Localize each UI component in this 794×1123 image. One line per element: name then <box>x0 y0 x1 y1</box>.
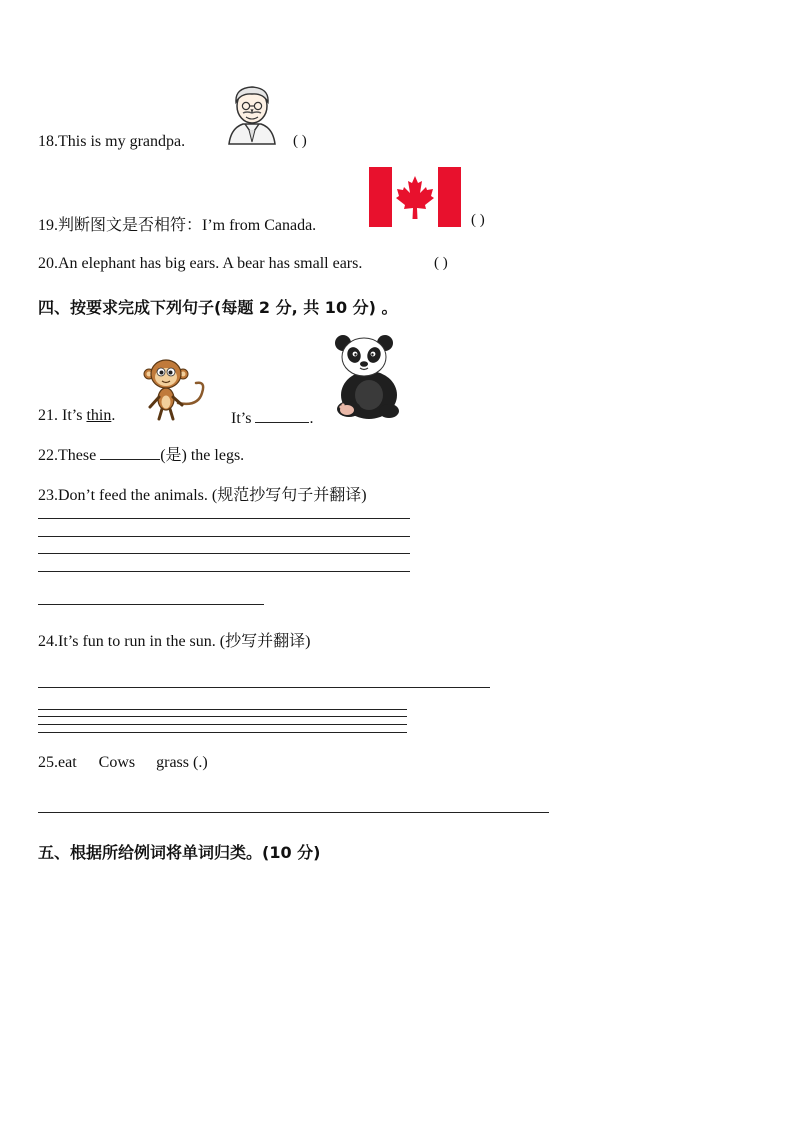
scrambled-word: grass (.) <box>156 754 208 771</box>
grandpa-portrait-icon <box>223 82 281 146</box>
question-25: 25.eat Cows grass (.) <box>38 754 208 771</box>
writing-line[interactable] <box>38 709 407 710</box>
writing-line[interactable] <box>38 724 407 725</box>
question-22: 22.These (是) the legs. <box>38 442 244 465</box>
canada-flag-icon <box>369 167 461 227</box>
writing-line[interactable] <box>38 536 410 537</box>
question-19 <box>38 212 316 235</box>
writing-line[interactable] <box>38 732 407 733</box>
example-word-thin: thin <box>86 407 112 424</box>
question-23-text: 23.Don’t feed the animals. (规范抄写句子并翻译) <box>38 487 367 504</box>
question-21: 21. It’s thin. <box>38 407 116 424</box>
question-18-text: 18.This is my grandpa. <box>38 133 186 150</box>
scrambled-word: eat <box>58 754 77 771</box>
translation-line[interactable] <box>38 687 490 688</box>
section-4-heading: 四、按要求完成下列句子(每题 2 分, 共 10 分) 。 <box>38 298 398 317</box>
answer-blank-21[interactable] <box>255 407 309 423</box>
answer-blank-22[interactable] <box>100 444 160 460</box>
scrambled-word: Cows <box>98 754 136 771</box>
answer-line-25[interactable] <box>38 812 549 813</box>
question-24 <box>38 628 310 651</box>
answer-paren-19[interactable]: ( ) <box>471 212 485 228</box>
monkey-icon <box>136 357 210 421</box>
question-20 <box>38 255 362 273</box>
panda-icon <box>329 329 407 421</box>
writing-line[interactable] <box>38 716 407 717</box>
question-18 <box>38 133 185 151</box>
writing-line[interactable] <box>38 553 410 554</box>
question-23 <box>38 482 367 505</box>
writing-line[interactable] <box>38 571 410 572</box>
section-5-heading: 五、根据所给例词将单词归类。(10 分) <box>38 843 321 862</box>
translation-line[interactable] <box>38 604 264 605</box>
question-19-text: 19.判断图文是否相符：I’m from Canada. <box>38 217 317 234</box>
question-20-text: 20.An elephant has big ears. A bear has small ears. <box>38 255 363 272</box>
question-21-second: It’s . <box>231 407 313 428</box>
answer-paren-18[interactable]: ( ) <box>293 133 307 149</box>
writing-line[interactable] <box>38 518 410 519</box>
answer-paren-20[interactable]: ( ) <box>434 255 448 271</box>
question-24-text: 24.It’s fun to run in the sun. (抄写并翻译) <box>38 633 311 650</box>
